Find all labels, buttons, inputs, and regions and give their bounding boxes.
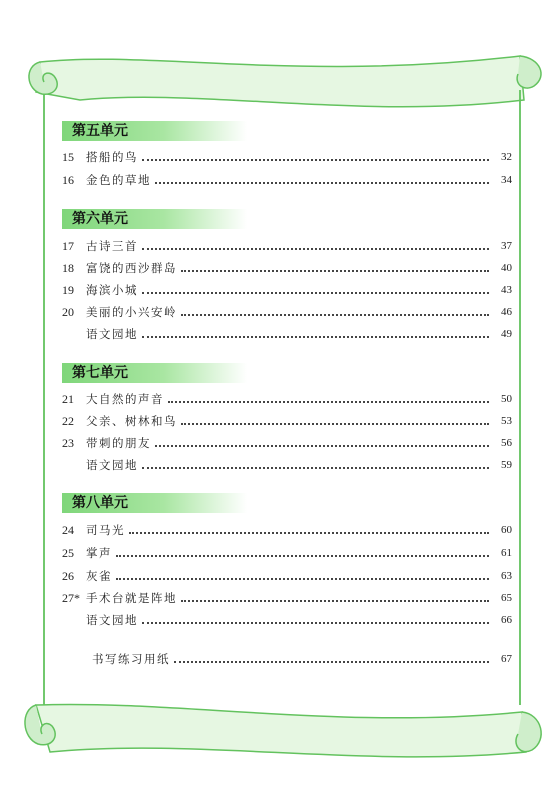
lesson-title: 搭船的鸟 bbox=[86, 150, 138, 164]
lesson-title: 司马光 bbox=[86, 523, 125, 537]
section-title: 第六单元 bbox=[72, 211, 128, 227]
section-header-unit-7 bbox=[62, 363, 247, 383]
section-header-unit-5 bbox=[62, 121, 247, 141]
lesson-title: 美丽的小兴安岭 bbox=[86, 305, 177, 319]
toc-entry[interactable] bbox=[62, 409, 512, 429]
toc-entry-appendix[interactable] bbox=[92, 647, 512, 667]
dot-leader bbox=[116, 578, 489, 580]
page-number: 49 bbox=[501, 328, 512, 340]
toc-entry[interactable] bbox=[62, 256, 512, 276]
dot-leader bbox=[116, 555, 489, 557]
dot-leader bbox=[142, 336, 489, 338]
section-title: 第八单元 bbox=[72, 495, 128, 511]
toc-entry[interactable] bbox=[62, 234, 512, 254]
dot-leader bbox=[142, 248, 489, 250]
dot-leader bbox=[181, 270, 489, 272]
page-number: 60 bbox=[501, 524, 512, 536]
lesson-title: 手术台就是阵地 bbox=[86, 591, 177, 605]
page-number: 59 bbox=[501, 459, 512, 471]
lesson-title: 语文园地 bbox=[86, 327, 138, 341]
lesson-number: 26 bbox=[62, 569, 74, 583]
toc-entry[interactable] bbox=[62, 278, 512, 298]
lesson-title: 掌声 bbox=[86, 546, 112, 560]
lesson-number: 21 bbox=[62, 392, 74, 406]
lesson-title: 大自然的声音 bbox=[86, 392, 164, 406]
lesson-title: 语文园地 bbox=[86, 613, 138, 627]
dot-leader bbox=[174, 661, 489, 663]
lesson-number: 24 bbox=[62, 523, 74, 537]
page-number: 32 bbox=[501, 151, 512, 163]
lesson-title: 语文园地 bbox=[86, 458, 138, 472]
lesson-number: 16 bbox=[62, 173, 74, 187]
toc-entry[interactable] bbox=[62, 608, 512, 628]
lesson-number: 22 bbox=[62, 414, 74, 428]
dot-leader bbox=[142, 467, 489, 469]
page-number: 34 bbox=[501, 174, 512, 186]
lesson-title: 富饶的西沙群岛 bbox=[86, 261, 177, 275]
dot-leader bbox=[168, 401, 489, 403]
page-number: 50 bbox=[501, 393, 512, 405]
lesson-number: 25 bbox=[62, 546, 74, 560]
lesson-number: 15 bbox=[62, 150, 74, 164]
page-number: 53 bbox=[501, 415, 512, 427]
dot-leader bbox=[181, 314, 489, 316]
page-number: 61 bbox=[501, 547, 512, 559]
dot-leader bbox=[181, 600, 489, 602]
page-number: 43 bbox=[501, 284, 512, 296]
dot-leader bbox=[155, 445, 489, 447]
page-number: 56 bbox=[501, 437, 512, 449]
appendix-title: 书写练习用纸 bbox=[92, 652, 170, 666]
table-of-contents bbox=[62, 0, 522, 800]
lesson-title: 金色的草地 bbox=[86, 173, 151, 187]
lesson-number: 18 bbox=[62, 261, 74, 275]
section-header-unit-8 bbox=[62, 493, 247, 513]
toc-entry[interactable] bbox=[62, 453, 512, 473]
toc-entry[interactable] bbox=[62, 541, 512, 561]
lesson-title: 灰雀 bbox=[86, 569, 112, 583]
toc-entry[interactable] bbox=[62, 518, 512, 538]
page-number: 65 bbox=[501, 592, 512, 604]
page-number: 63 bbox=[501, 570, 512, 582]
lesson-number: 23 bbox=[62, 436, 74, 450]
toc-entry[interactable] bbox=[62, 168, 512, 188]
page-number: 40 bbox=[501, 262, 512, 274]
dot-leader bbox=[142, 292, 489, 294]
lesson-title: 古诗三首 bbox=[86, 239, 138, 253]
lesson-number: 19 bbox=[62, 283, 74, 297]
dot-leader bbox=[155, 182, 489, 184]
dot-leader bbox=[129, 532, 489, 534]
dot-leader bbox=[142, 159, 489, 161]
toc-entry[interactable] bbox=[62, 387, 512, 407]
lesson-title: 海滨小城 bbox=[86, 283, 138, 297]
toc-entry[interactable] bbox=[62, 322, 512, 342]
dot-leader bbox=[142, 622, 489, 624]
section-title: 第七单元 bbox=[72, 365, 128, 381]
lesson-number: 17 bbox=[62, 239, 74, 253]
page-number: 37 bbox=[501, 240, 512, 252]
lesson-number: 27* bbox=[62, 591, 80, 605]
lesson-number: 20 bbox=[62, 305, 74, 319]
toc-entry[interactable] bbox=[62, 145, 512, 165]
lesson-title: 父亲、树林和鸟 bbox=[86, 414, 177, 428]
lesson-title: 带刺的朋友 bbox=[86, 436, 151, 450]
page-number: 67 bbox=[501, 653, 512, 665]
page-number: 46 bbox=[501, 306, 512, 318]
section-header-unit-6 bbox=[62, 209, 247, 229]
page-number: 66 bbox=[501, 614, 512, 626]
toc-entry[interactable] bbox=[62, 300, 512, 320]
toc-entry[interactable] bbox=[62, 586, 512, 606]
dot-leader bbox=[181, 423, 489, 425]
toc-entry[interactable] bbox=[62, 431, 512, 451]
section-title: 第五单元 bbox=[72, 123, 128, 139]
toc-entry[interactable] bbox=[62, 564, 512, 584]
